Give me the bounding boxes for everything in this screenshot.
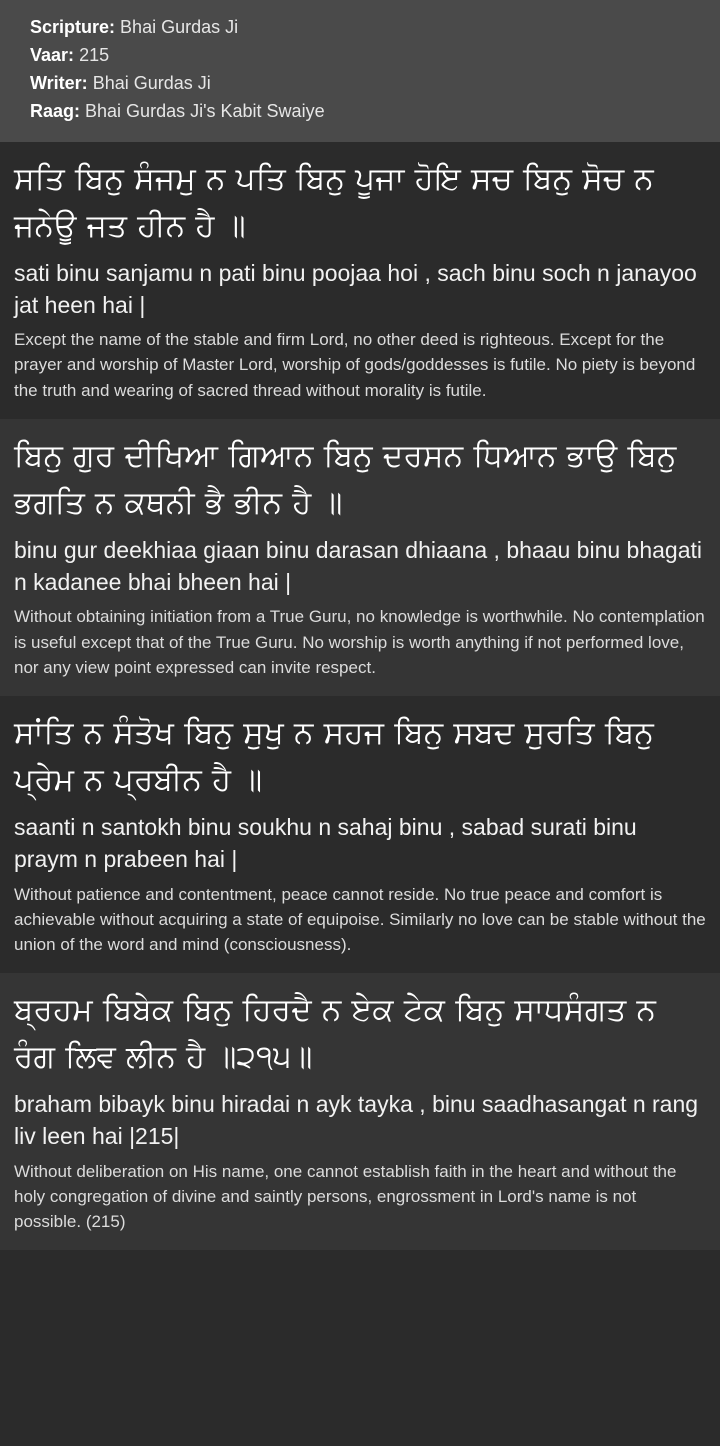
- verse-item: [0, 419, 720, 696]
- verse-gurmukhi: ਬਿਨੁ ਗੁਰ ਦੀਖਿਆ ਗਿਆਨ ਬਿਨੁ ਦਰਸਨ ਧਿਆਨ ਭਾਉ ਬਿਨੁ ਭਗਤਿ ਨ ਕਥਨੀ ਭੈ ਭੀਨ ਹੈ ॥: [14, 437, 677, 521]
- verse-meaning: Without deliberation on His name, one cannot establish faith in the heart and without the holy congregation of divine and saintly persons, engrossment in Lord's name is not possible. (215): [14, 1161, 677, 1232]
- verse-meaning: Except the name of the stable and firm Lord, no other deed is righteous. Except for the prayer and worship of Master Lord, worship of gods/goddesses is futile. No piety is beyond the truth and wearing of sacred thread without morality is futile.: [14, 330, 696, 400]
- scripture-label: Scripture:: [30, 17, 116, 37]
- verse-meaning: Without patience and contentment, peace cannot reside. No true peace and comfort is achievable without acquiring a state of equipoise. Similarly no love can be stable without the union of the word and mind (consciousness).: [14, 884, 706, 954]
- header-row-scripture: [30, 14, 702, 42]
- verse-gurmukhi: ਸਾਂਤਿ ਨ ਸੰਤੋਖ ਬਿਨੁ ਸੁਖੁ ਨ ਸਹਜ ਬਿਨੁ ਸਬਦ ਸੁਰਤਿ ਬਿਨੁ ਪ੍ਰੇਮ ਨ ਪ੍ਰਬੀਨ ਹੈ ॥: [14, 714, 654, 798]
- header-row-raag: [30, 98, 702, 126]
- verse-meaning: Without obtaining initiation from a True Guru, no knowledge is worthwhile. No contemplation is useful except that of the True Guru. No worship is worth anything if not performed love, nor any view point expressed can invite respect.: [14, 607, 705, 677]
- verse-gurmukhi: ਸਤਿ ਬਿਨੁ ਸੰਜਮੁ ਨ ਪਤਿ ਬਿਨੁ ਪੂਜਾ ਹੋਇ ਸਚ ਬਿਨੁ ਸੋਚ ਨ ਜਨੇਊ ਜਤ ਹੀਨ ਹੈ ॥: [14, 160, 654, 244]
- vaar-label: Vaar:: [30, 44, 75, 65]
- vaar-value: 215: [79, 44, 110, 65]
- verse-list: [0, 142, 720, 1251]
- header-row-vaar: [30, 42, 702, 70]
- scripture-info-header: [0, 0, 720, 142]
- scripture-value: Bhai Gurdas Ji: [120, 17, 239, 37]
- verse-item: [0, 973, 720, 1250]
- verse-transliteration: saanti n santokh binu soukhu n sahaj binu , sabad surati binu praym n prabeen hai |: [14, 814, 637, 872]
- raag-value: Bhai Gurdas Ji's Kabit Swaiye: [85, 100, 325, 121]
- writer-label: Writer:: [30, 72, 88, 93]
- verse-transliteration: sati binu sanjamu n pati binu poojaa hoi , sach binu soch n janayoo jat heen hai |: [14, 259, 697, 318]
- verse-transliteration: braham bibayk binu hiradai n ayk tayka , binu saadhasangat n rang liv leen hai |215|: [14, 1091, 699, 1149]
- verse-transliteration: binu gur deekhiaa giaan binu darasan dhiaana , bhaau binu bhagati n kadanee bhai bheen hai |: [14, 536, 703, 595]
- raag-label: Raag:: [30, 100, 81, 121]
- verse-gurmukhi: ਬ੍ਰਹਮ ਬਿਬੇਕ ਬਿਨੁ ਹਿਰਦੈ ਨ ਏਕ ਟੇਕ ਬਿਨੁ ਸਾਧਸੰਗਤ ਨ ਰੰਗ ਲਿਵ ਲੀਨ ਹੈ ॥੨੧੫॥: [14, 992, 657, 1076]
- header-row-writer: [30, 70, 702, 98]
- writer-value: Bhai Gurdas Ji: [92, 72, 211, 93]
- verse-item: [0, 696, 720, 973]
- verse-item: [0, 142, 720, 419]
